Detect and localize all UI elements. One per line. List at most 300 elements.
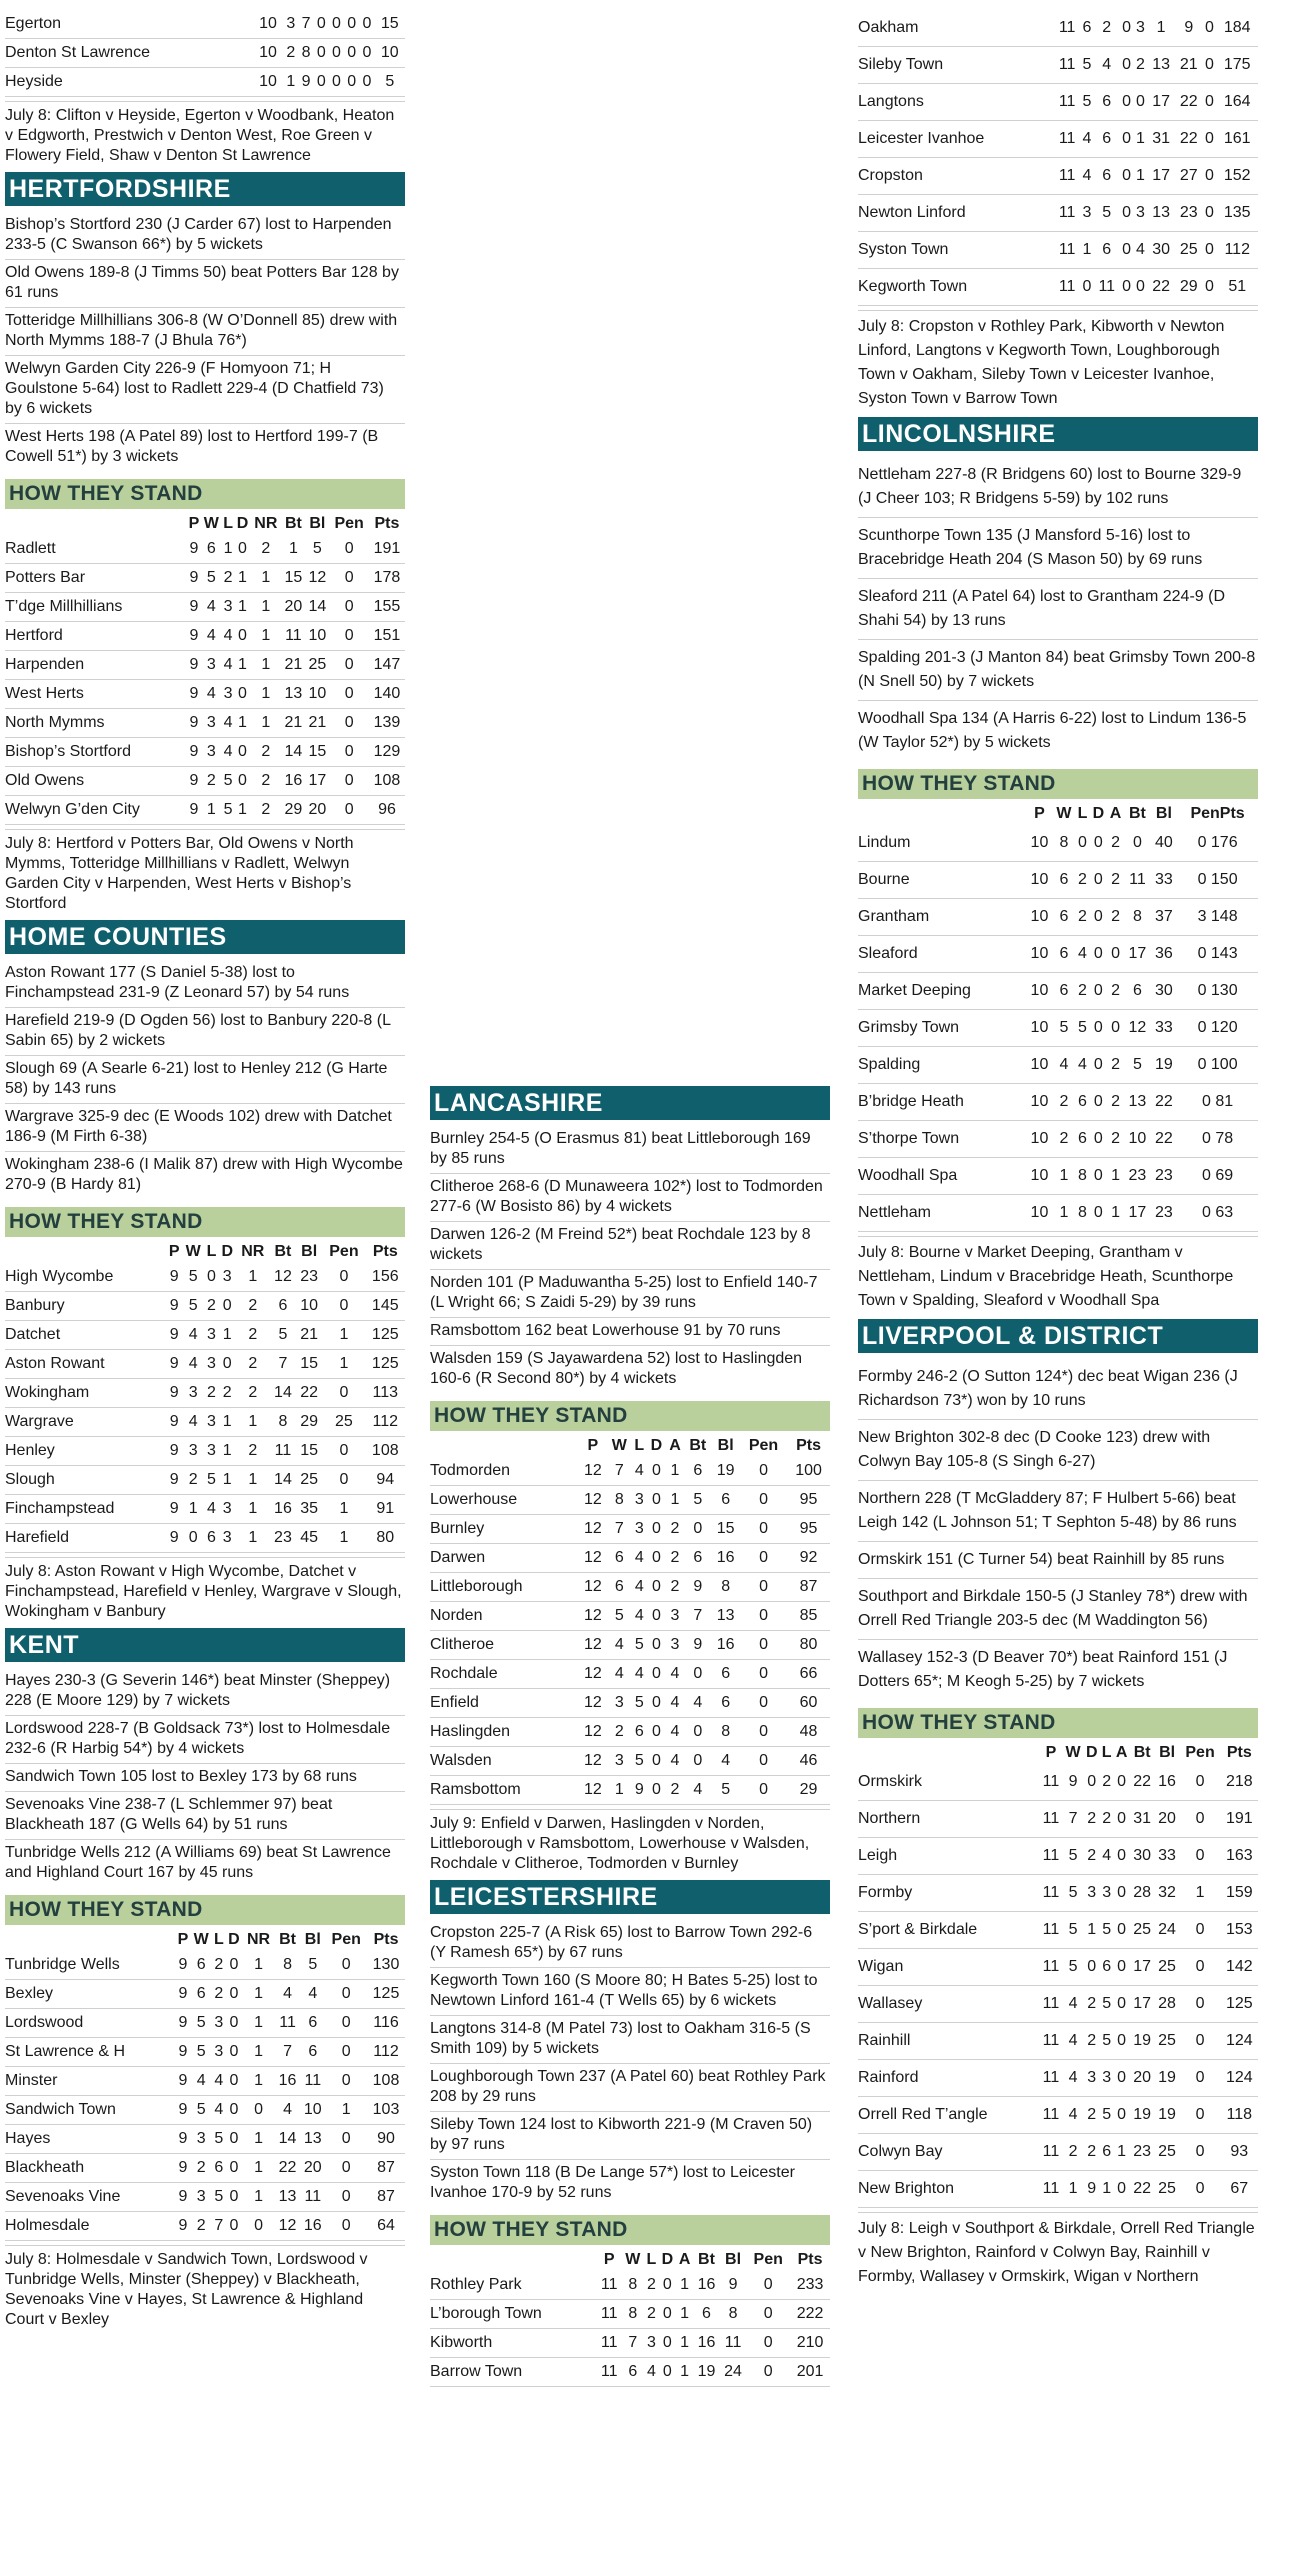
- table-row: [5, 1951, 405, 1980]
- table-row: [858, 1158, 1258, 1195]
- table-cell: 11: [597, 2358, 622, 2387]
- table-cell: 1: [666, 1486, 685, 1515]
- table-row: [858, 936, 1258, 973]
- result-item: Southport and Birkdale 150-5 (J Stanley 78*) drew with Orrell Red Triangle 203-5 dec (M Waddington 56): [858, 1579, 1258, 1640]
- table-cell: 23: [270, 1524, 296, 1553]
- fixtures-text: July 8: Clifton v Heyside, Egerton v Woodbank, Heaton v Edgworth, Prestwich v Denton West, Roe Green v Flowery Field, Shaw v Denton St Lawrence: [5, 101, 405, 168]
- column-header: D: [1092, 805, 1105, 822]
- table-cell: 4: [666, 1747, 685, 1776]
- table-cell: 9: [1175, 10, 1203, 47]
- table-cell: 125: [1221, 1986, 1258, 2023]
- table-cell: 2: [1100, 1764, 1114, 1801]
- table-cell: 9: [175, 2096, 190, 2125]
- table-cell: 11: [281, 622, 305, 651]
- table-cell: 14: [305, 593, 329, 622]
- table-cell: 2: [250, 767, 281, 796]
- table-cell: 93: [1221, 2134, 1258, 2171]
- team-name: Clitheroe: [430, 1631, 579, 1660]
- table-cell: 0: [226, 2125, 242, 2154]
- table-cell: 0: [647, 1776, 666, 1805]
- table-cell: 10: [1026, 862, 1053, 899]
- table-cell: 1: [235, 651, 251, 680]
- table-cell: 0: [740, 1631, 787, 1660]
- table-cell: 191: [369, 535, 405, 564]
- table-cell: 19: [1151, 1047, 1178, 1084]
- column-header: Pts: [797, 2251, 823, 2268]
- team-name: Bishop’s Stortford: [5, 738, 187, 767]
- table-cell: 1: [1053, 1158, 1076, 1195]
- table-cell: 1: [242, 2154, 275, 2183]
- team-name: Tunbridge Wells: [5, 1951, 175, 1980]
- table-cell: 10: [1026, 1158, 1053, 1195]
- team-name: B’bridge Heath: [858, 1084, 1026, 1121]
- table-cell: 6: [1094, 158, 1120, 195]
- table-cell: 1: [250, 651, 281, 680]
- team-name: Harefield: [5, 1524, 166, 1553]
- table-cell: 0: [242, 2096, 275, 2125]
- team-name: West Herts: [5, 680, 187, 709]
- table-cell: 0: [1120, 84, 1134, 121]
- table-cell: 0: [322, 1466, 365, 1495]
- table-cell: 153: [1221, 1912, 1258, 1949]
- result-item: Lordswood 228-7 (B Goldsack 73*) lost to Holmesdale 232-6 (R Harbig 54*) by 4 wickets: [5, 1716, 405, 1764]
- table-cell: 0: [1090, 862, 1107, 899]
- table-cell: 9: [187, 680, 201, 709]
- table-cell: 22: [1130, 2171, 1155, 2208]
- table-cell: 22: [1151, 1121, 1178, 1158]
- table-cell: 2: [236, 1321, 270, 1350]
- table-cell: 8: [1053, 825, 1076, 862]
- table-cell: 1: [242, 2067, 275, 2096]
- team-name: Market Deeping: [858, 973, 1026, 1010]
- table-cell: 28: [1155, 1986, 1180, 2023]
- standings-title: HOW THEY STAND: [430, 1401, 830, 1431]
- table-cell: 0: [1120, 195, 1134, 232]
- table-cell: 233: [790, 2271, 830, 2300]
- result-item: West Herts 198 (A Patel 89) lost to Hertford 199-7 (B Cowell 51*) by 3 wickets: [5, 428, 379, 465]
- table-cell: 8: [622, 2271, 645, 2300]
- table-row: [430, 1573, 830, 1602]
- table-cell: 0: [647, 1544, 666, 1573]
- table-cell: 19: [1130, 2023, 1155, 2060]
- table-cell: 24: [1155, 1912, 1180, 1949]
- result-item: Sevenoaks Vine 238-7 (L Schlemmer 97) beat Blackheath 187 (G Wells 64) by 51 runs: [5, 1792, 405, 1840]
- team-name: Hertford: [5, 622, 187, 651]
- table-cell: 25: [1155, 2023, 1180, 2060]
- table-cell: 8: [1075, 1195, 1090, 1232]
- table-cell: 0: [1114, 2171, 1130, 2208]
- table-cell: 5: [1100, 2023, 1114, 2060]
- table-cell: 8: [298, 39, 313, 68]
- table-cell: 19: [693, 2358, 720, 2387]
- result-item: Syston Town 118 (B De Lange 57*) lost to Leicester Ivanhoe 170-9 by 52 runs: [430, 2164, 795, 2201]
- table-cell: 175: [1216, 47, 1258, 84]
- table-cell: 1: [236, 1263, 270, 1292]
- table-cell: 6: [1094, 121, 1120, 158]
- column-header: L: [634, 1437, 645, 1454]
- table-cell: 0: [1203, 121, 1217, 158]
- table-cell: 1: [242, 1980, 275, 2009]
- table-cell: 8: [607, 1486, 631, 1515]
- column-header: L: [223, 515, 233, 532]
- table-cell: 3: [607, 1689, 631, 1718]
- team-name: Hayes: [5, 2125, 175, 2154]
- table-row: [5, 2154, 405, 2183]
- table-cell: 7: [607, 1457, 631, 1486]
- table-cell: 129: [369, 738, 405, 767]
- table-cell: 10: [1026, 973, 1053, 1010]
- table-cell: 17: [305, 767, 329, 796]
- table-cell: 1: [1084, 1912, 1100, 1949]
- results-list: [5, 1668, 405, 1887]
- table-cell: 0: [1107, 1010, 1124, 1047]
- column-header: D: [228, 1931, 240, 1948]
- results-list: [430, 1920, 830, 2207]
- column-header: Pen: [753, 2251, 783, 2268]
- table-cell: 1: [250, 593, 281, 622]
- table-cell: 19: [1155, 2060, 1180, 2097]
- table-cell: 7: [684, 1602, 711, 1631]
- table-cell: 0: [359, 68, 374, 97]
- table-cell: 1: [322, 1524, 365, 1553]
- table-cell: 0: [325, 2038, 367, 2067]
- team-name: Ormskirk: [858, 1764, 1039, 1801]
- table-cell: 178: [369, 564, 405, 593]
- table-cell: 0: [344, 68, 359, 97]
- table-cell: 5: [182, 1263, 204, 1292]
- table-cell: 9: [166, 1466, 182, 1495]
- table-cell: 0: [329, 709, 369, 738]
- table-cell: 6: [1075, 1084, 1090, 1121]
- table-cell: 12: [579, 1544, 608, 1573]
- table-cell: 0: [322, 1292, 365, 1321]
- table-cell: 5: [190, 2009, 211, 2038]
- table-cell: 0: [325, 2183, 367, 2212]
- table-cell: 19: [711, 1457, 740, 1486]
- team-name: Kegworth Town: [858, 269, 1054, 306]
- column-header: L: [1077, 805, 1088, 822]
- table-cell: 10: [253, 68, 283, 97]
- table-cell: 0: [325, 2212, 367, 2241]
- table-cell: 2: [204, 1292, 218, 1321]
- table-cell: 0: [1114, 1912, 1130, 1949]
- table-cell: 10: [1026, 825, 1053, 862]
- table-row: [430, 2358, 830, 2387]
- table-cell: 1: [607, 1776, 631, 1805]
- table-cell: 4: [212, 2096, 226, 2125]
- table-cell: 2: [666, 1573, 685, 1602]
- result-item: Nettleham 227-8 (R Bridgens 60) lost to Bourne 329-9 (J Cheer 103; R Bridgens 5-59) by 102 runs: [858, 457, 1258, 518]
- table-cell: 13: [281, 680, 305, 709]
- table-cell: 6: [711, 1660, 740, 1689]
- table-cell: 9: [175, 2183, 190, 2212]
- table-cell: 0: [359, 10, 374, 39]
- table-cell: 0: [1180, 1949, 1221, 1986]
- table-cell: 16: [693, 2271, 720, 2300]
- table-cell: 31: [1147, 121, 1175, 158]
- table-cell: 1: [283, 68, 298, 97]
- table-cell: 0: [684, 1747, 711, 1776]
- table-cell: 0: [325, 1980, 367, 2009]
- result-item: Langtons 314-8 (M Patel 73) lost to Oakham 316-5 (S Smith 109) by 5 wickets: [430, 2016, 830, 2064]
- table-cell: 6: [1075, 1121, 1090, 1158]
- table-row: [858, 899, 1258, 936]
- table-cell: 0: [235, 622, 251, 651]
- team-name: S’port & Birkdale: [858, 1912, 1039, 1949]
- table-row: [5, 1980, 405, 2009]
- column-header: Bl: [717, 1437, 734, 1454]
- table-cell: 3: [607, 1747, 631, 1776]
- table-cell: 2: [1107, 973, 1124, 1010]
- table-cell: 0: [325, 2154, 367, 2183]
- table-cell: 0: [325, 2067, 367, 2096]
- table-cell: 0: [1133, 84, 1147, 121]
- table-cell: 13: [275, 2183, 300, 2212]
- table-cell: 6: [711, 1689, 740, 1718]
- team-name: Welwyn G’den City: [5, 796, 187, 825]
- table-cell: 142: [1221, 1949, 1258, 1986]
- table-cell: 9: [166, 1321, 182, 1350]
- team-name: Wargrave: [5, 1408, 166, 1437]
- table-cell: 3: [644, 2329, 659, 2358]
- table-cell: 1: [219, 1321, 236, 1350]
- table-cell: 2: [1053, 1121, 1076, 1158]
- table-row: [430, 2271, 830, 2300]
- table-cell: 32: [1155, 1875, 1180, 1912]
- table-cell: 0: [1120, 121, 1134, 158]
- table-cell: 9: [175, 1951, 190, 1980]
- table-cell: 11: [270, 1437, 296, 1466]
- column-header: Bl: [309, 515, 326, 532]
- column-header: [430, 2249, 597, 2271]
- table-cell: 2: [250, 796, 281, 825]
- table-cell: 13: [300, 2125, 325, 2154]
- table-cell: 5: [182, 1292, 204, 1321]
- table-cell: 0: [329, 680, 369, 709]
- table-cell: 0: [746, 2358, 790, 2387]
- table-cell: 2: [219, 1379, 236, 1408]
- table-cell: 0 130: [1177, 973, 1258, 1010]
- table-cell: 0: [684, 1515, 711, 1544]
- result-item: Spalding 201-3 (J Manton 84) beat Grimsby Town 200-8 (N Snell 50) by 7 wickets: [858, 640, 1258, 701]
- table-cell: 4: [631, 1544, 647, 1573]
- table-cell: 0: [1203, 195, 1217, 232]
- table-cell: 4: [1063, 2023, 1084, 2060]
- table-cell: 1: [666, 1457, 685, 1486]
- table-cell: 11: [597, 2329, 622, 2358]
- table-cell: 2: [236, 1379, 270, 1408]
- table-cell: 0: [1090, 825, 1107, 862]
- table-cell: 0 100: [1177, 1047, 1258, 1084]
- table-cell: 1: [235, 593, 251, 622]
- table-cell: 0: [226, 2212, 242, 2241]
- table-row: [430, 1515, 830, 1544]
- team-name: Harpenden: [5, 651, 187, 680]
- table-cell: 9: [720, 2271, 747, 2300]
- table-cell: 10: [305, 622, 329, 651]
- result-item: Bishop’s Stortford 230 (J Carder 67) lost to Harpenden 233-5 (C Swanson 66*) by 5 wickets: [5, 212, 405, 260]
- table-cell: 9: [166, 1379, 182, 1408]
- result-item: Tunbridge Wells 212 (A Williams 69) beat St Lawrence and Highland Court 167 by 45 runs: [5, 1844, 391, 1881]
- column-header: Bl: [304, 1931, 321, 1948]
- column-header: L: [646, 2251, 657, 2268]
- table-cell: 25: [1155, 1949, 1180, 1986]
- table-cell: 113: [366, 1379, 405, 1408]
- result-item: Hayes 230-3 (G Severin 146*) beat Minster (Sheppey) 228 (E Moore 129) by 7 wickets: [5, 1668, 405, 1716]
- result-item: Old Owens 189-8 (J Timms 50) beat Potters Bar 128 by 61 runs: [5, 260, 405, 308]
- table-cell: 0 150: [1177, 862, 1258, 899]
- table-cell: 4: [666, 1660, 685, 1689]
- table-cell: 1: [1107, 1195, 1124, 1232]
- table-cell: 12: [579, 1718, 608, 1747]
- table-cell: 4: [631, 1660, 647, 1689]
- table-cell: 0: [1180, 2023, 1221, 2060]
- table-cell: 0: [740, 1660, 787, 1689]
- team-name: Leicester Ivanhoe: [858, 121, 1054, 158]
- table-cell: 10: [1026, 1084, 1053, 1121]
- table-cell: 1: [219, 1466, 236, 1495]
- table-cell: 6: [212, 2154, 226, 2183]
- table-cell: 0: [329, 622, 369, 651]
- column-header: W: [185, 1243, 201, 1260]
- table-cell: 0: [746, 2329, 790, 2358]
- table-cell: 4: [711, 1747, 740, 1776]
- table-cell: 2: [204, 1379, 218, 1408]
- table-cell: 25: [296, 1466, 322, 1495]
- table-row: [858, 2134, 1258, 2171]
- table-cell: 9: [175, 1980, 190, 2009]
- table-cell: 0 143: [1177, 936, 1258, 973]
- table-cell: 0: [740, 1457, 787, 1486]
- standings-title: HOW THEY STAND: [5, 479, 405, 509]
- table-row: [5, 796, 405, 825]
- column-header: Bt: [689, 1437, 707, 1454]
- table-cell: 6: [1080, 10, 1094, 47]
- table-cell: 0: [1090, 899, 1107, 936]
- table-cell: 10: [1124, 1121, 1151, 1158]
- fixtures-text: July 8: Cropston v Rothley Park, Kibworth v Newton Linford, Langtons v Kegworth Town, Loughborough Town v Oakham, Sileby Town v Leicester Ivanhoe, Syston Town v Barrow Town: [858, 310, 1258, 413]
- table-cell: 1: [676, 2271, 693, 2300]
- table-cell: 4: [201, 680, 221, 709]
- table-cell: 7: [607, 1515, 631, 1544]
- table-cell: 6: [1100, 1949, 1114, 1986]
- team-name: High Wycombe: [5, 1263, 166, 1292]
- table-cell: 2: [1084, 2023, 1100, 2060]
- table-cell: 9: [187, 738, 201, 767]
- table-cell: 135: [1216, 195, 1258, 232]
- table-row: [5, 1524, 405, 1553]
- table-row: [5, 1292, 405, 1321]
- table-cell: 1: [1114, 2134, 1130, 2171]
- table-cell: 5: [190, 2096, 211, 2125]
- table-cell: 29: [296, 1408, 322, 1437]
- table-cell: 23: [1124, 1158, 1151, 1195]
- team-name: Sileby Town: [858, 47, 1054, 84]
- table-cell: 21: [281, 709, 305, 738]
- table-cell: 4: [190, 2067, 211, 2096]
- table-cell: 0 69: [1177, 1158, 1258, 1195]
- table-cell: 5: [1080, 47, 1094, 84]
- table-cell: 5: [1094, 195, 1120, 232]
- table-cell: 6: [622, 2358, 645, 2387]
- table-row: [858, 2023, 1258, 2060]
- table-cell: 2: [236, 1437, 270, 1466]
- result-item: Clitheroe 268-6 (D Munaweera 102*) lost to Todmorden 277-6 (W Bosisto 86) by 4 wickets: [430, 1174, 830, 1222]
- table-cell: 66: [787, 1660, 830, 1689]
- table-cell: 184: [1216, 10, 1258, 47]
- table-cell: 125: [366, 1321, 405, 1350]
- table-cell: 5: [1063, 1838, 1084, 1875]
- table-row: [858, 1195, 1258, 1232]
- column-header: NR: [246, 1931, 271, 1948]
- table-row: [858, 825, 1258, 862]
- table-cell: 4: [182, 1408, 204, 1437]
- team-name: Barrow Town: [430, 2358, 597, 2387]
- table-cell: 3: [204, 1321, 218, 1350]
- table-cell: 4: [1080, 158, 1094, 195]
- table-cell: 2: [1107, 1121, 1124, 1158]
- table-cell: 10: [1026, 1010, 1053, 1047]
- table-cell: 0: [647, 1573, 666, 1602]
- table-cell: 8: [1075, 1158, 1090, 1195]
- table-cell: 2: [1053, 1084, 1076, 1121]
- table-cell: 11: [597, 2300, 622, 2329]
- table-cell: 156: [366, 1263, 405, 1292]
- table-cell: 1: [1107, 1158, 1124, 1195]
- table-cell: 25: [1155, 2171, 1180, 2208]
- table-cell: 0: [226, 2183, 242, 2212]
- result-item: Totteridge Millhillians 306-8 (W O’Donnell 85) drew with North Mymms 188-7 (J Bhula 76*): [5, 308, 405, 356]
- table-row: [5, 10, 405, 39]
- column-header: Pts: [374, 515, 400, 532]
- table-cell: 91: [366, 1495, 405, 1524]
- team-name: L’borough Town: [430, 2300, 597, 2329]
- team-name: Enfield: [430, 1689, 579, 1718]
- table-cell: 6: [1053, 936, 1076, 973]
- team-name: Colwyn Bay: [858, 2134, 1039, 2171]
- table-cell: 4: [631, 1573, 647, 1602]
- team-name: Lowerhouse: [430, 1486, 579, 1515]
- table-cell: 0: [740, 1573, 787, 1602]
- table-header-row: [858, 803, 1258, 825]
- column-header: P: [587, 1437, 599, 1454]
- table-cell: 0: [1180, 2060, 1221, 2097]
- table-cell: 2: [1100, 1801, 1114, 1838]
- table-row: [430, 1689, 830, 1718]
- table-cell: 6: [1053, 862, 1076, 899]
- table-cell: 7: [298, 10, 313, 39]
- table-cell: 0: [740, 1602, 787, 1631]
- table-cell: 11: [1054, 47, 1080, 84]
- table-cell: 1: [250, 564, 281, 593]
- table-cell: 95: [787, 1486, 830, 1515]
- column-header: Pts: [372, 1243, 398, 1260]
- table-cell: 130: [367, 1951, 405, 1980]
- table-cell: 16: [693, 2329, 720, 2358]
- table-cell: 11: [300, 2067, 325, 2096]
- table-row: [858, 1912, 1258, 1949]
- table-cell: 9: [187, 593, 201, 622]
- result-item: Aston Rowant 177 (S Daniel 5-38) lost to Finchampstead 231-9 (Z Leonard 57) by 54 runs: [5, 960, 405, 1008]
- table-cell: 5: [711, 1776, 740, 1805]
- table-cell: 3: [1084, 1875, 1100, 1912]
- table-cell: 8: [270, 1408, 296, 1437]
- table-cell: 12: [579, 1631, 608, 1660]
- table-cell: 1: [219, 1408, 236, 1437]
- table-cell: 4: [1063, 2060, 1084, 2097]
- table-cell: 0: [322, 1263, 365, 1292]
- table-cell: 0: [1120, 10, 1134, 47]
